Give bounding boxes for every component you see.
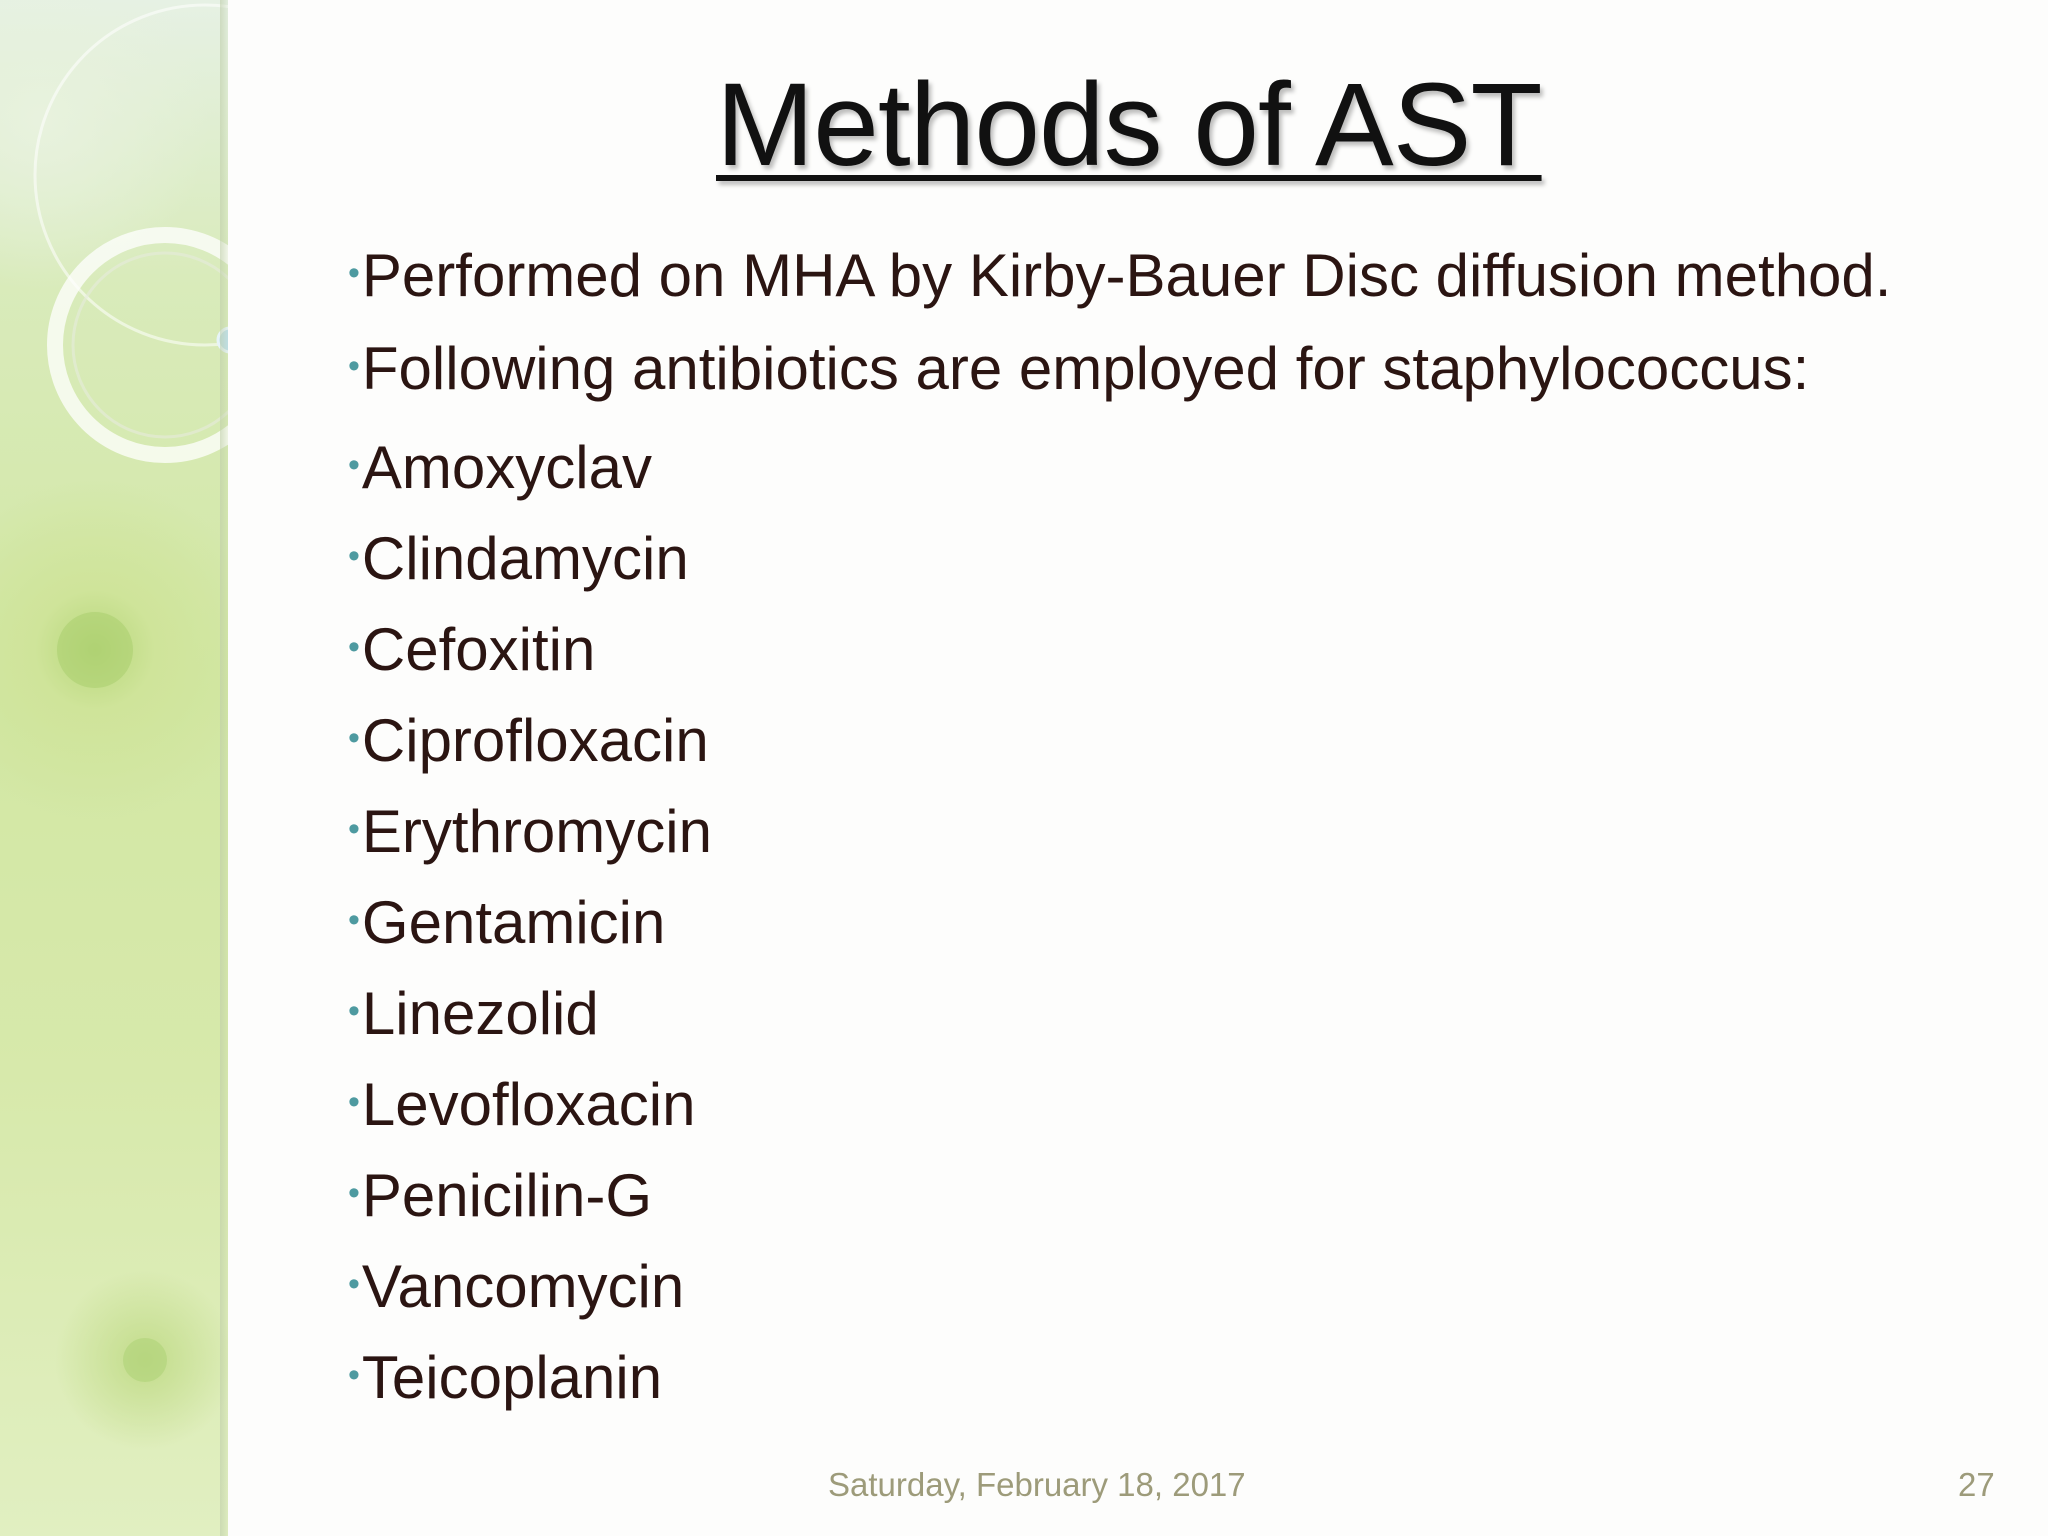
list-item: •Vancomycin <box>348 1253 685 1320</box>
slide-number: 27 <box>1958 1466 1995 1503</box>
slide-body <box>348 236 1908 1431</box>
bullet-icon: • <box>348 1083 360 1121</box>
decorative-rings-graphic <box>0 0 228 1536</box>
decorative-sidebar <box>0 0 228 1536</box>
bullet-icon: • <box>348 810 360 848</box>
list-item: •Levofloxacin <box>348 1071 696 1138</box>
bullet-icon: • <box>348 446 360 484</box>
bullet-icon: • <box>348 992 360 1030</box>
list-item: •Clindamycin <box>348 525 689 592</box>
antibiotic-list <box>348 430 1908 1431</box>
bullet-paragraph: •Performed on MHA by Kirby-Bauer Disc diffusion method. <box>348 242 1892 309</box>
list-item: •Penicilin-G <box>348 1162 653 1229</box>
list-item: •Linezolid <box>348 980 599 1047</box>
bullet-icon: • <box>348 347 360 385</box>
list-item: •Cefoxitin <box>348 616 596 683</box>
list-item: •Ciprofloxacin <box>348 707 709 774</box>
bullet-icon: • <box>348 537 360 575</box>
bullet-icon: • <box>348 1265 360 1303</box>
list-item: •Teicoplanin <box>348 1344 663 1411</box>
bullet-icon: • <box>348 254 360 292</box>
list-item: •Erythromycin <box>348 798 712 865</box>
bullet-icon: • <box>348 901 360 939</box>
bullet-icon: • <box>348 628 360 666</box>
bullet-icon: • <box>348 719 360 757</box>
slide-title: Methods of AST <box>716 59 1542 191</box>
bullet-paragraph: •Following antibiotics are employed for staphylococcus: <box>348 335 1810 402</box>
bullet-icon: • <box>348 1174 360 1212</box>
bullet-icon: • <box>348 1356 360 1394</box>
footer-date: Saturday, February 18, 2017 <box>828 1466 1246 1503</box>
list-item: •Amoxyclav <box>348 434 652 501</box>
list-item: •Gentamicin <box>348 889 666 956</box>
